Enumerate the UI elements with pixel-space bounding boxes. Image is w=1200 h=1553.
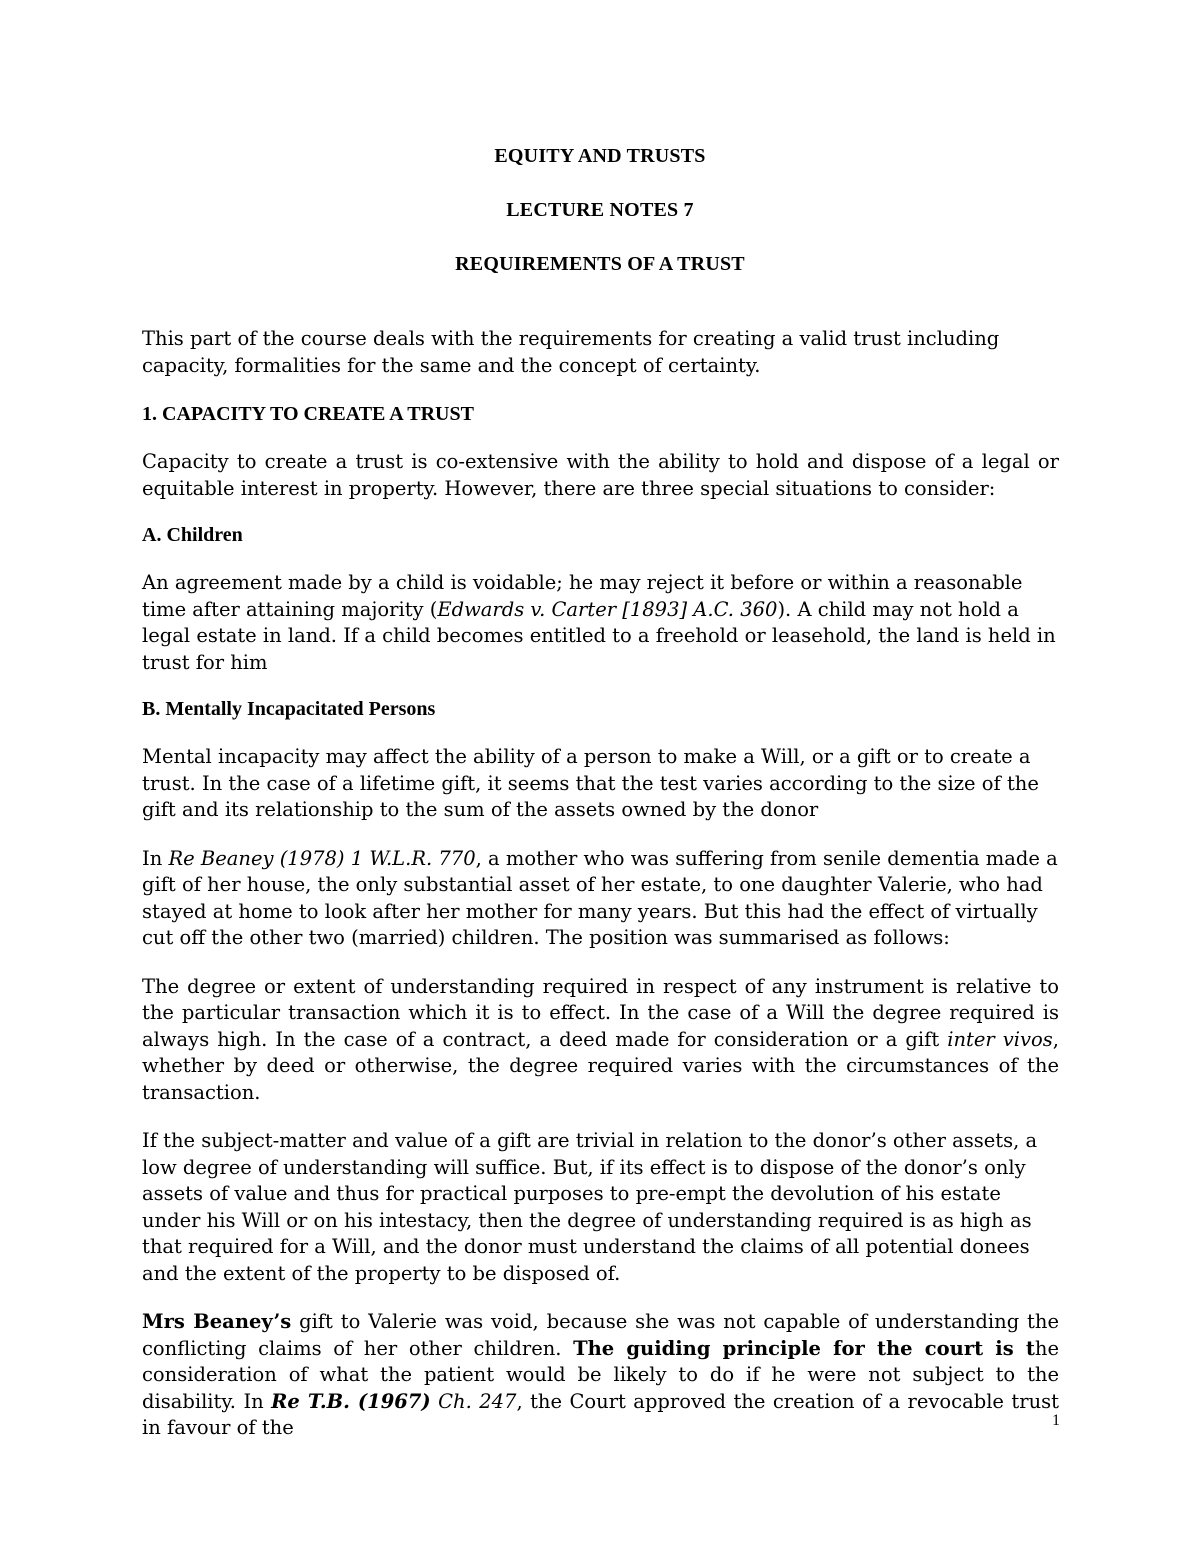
document-body bbox=[142, 326, 1059, 1442]
case-re-tb-name: Re T.B. (1967) bbox=[271, 1389, 431, 1413]
subheading-mentally-incapacitated: B. Mentally Incapacitated Persons bbox=[142, 698, 436, 720]
guiding-principle-phrase: The guiding principle for the court is t bbox=[573, 1336, 1035, 1360]
children-paragraph bbox=[142, 570, 1059, 676]
page-number: 1 bbox=[1052, 1412, 1060, 1429]
mental-incapacity-paragraph: Mental incapacity may affect the ability of a person to make a Will, or a gift or to create a trust. In the case of a lifetime gift, it seems that the test varies according to the size of the gift and its relationship to the sum of the assets owned by the donor bbox=[142, 745, 1039, 821]
children-text-1: An agreement made by a child is voidable; he may reject it before or within a reasonable time after attaining majority ( bbox=[142, 571, 1023, 621]
document-topic: REQUIREMENTS OF A TRUST bbox=[455, 253, 745, 275]
mrs-beaney-name: Mrs Beaney’s bbox=[142, 1310, 292, 1333]
subheading-children: A. Children bbox=[142, 524, 243, 546]
case-edwards-v-carter: Edwards v. Carter [1893] A.C. 360 bbox=[437, 597, 778, 621]
re-beaney-paragraph bbox=[142, 846, 1059, 952]
inter-vivos-term: inter vivos bbox=[947, 1027, 1053, 1051]
degree-of-understanding-paragraph bbox=[142, 974, 1059, 1107]
degree-text-post: , whether by deed or otherwise, the degree required varies with the circumstances of the transaction. bbox=[142, 1027, 1059, 1104]
re-beaney-text-pre: In bbox=[142, 846, 169, 870]
degree-text-pre: The degree or extent of understanding required in respect of any instrument is relative to the particular transaction which it is to effect. In the case of a Will the degree required is always high. In the case of a contract, a deed made for consideration or a gift bbox=[142, 974, 1059, 1051]
children-text-2: ). A child may not hold a legal estate in land. If a child becomes entitled to a freehold or leasehold, the land is held in trust for him bbox=[142, 597, 1056, 674]
case-re-tb-citation: Ch. 247 bbox=[430, 1389, 517, 1413]
document-subtitle: LECTURE NOTES 7 bbox=[506, 199, 694, 221]
subject-matter-paragraph: If the subject-matter and value of a gift are trivial in relation to the donor’s other assets, a low degree of understanding will suffice. But, if its effect is to dispose of the donor’s only assets of value and thus for practical purposes to pre-empt the devolution of his estate under his Will or on his intestacy, then the degree of understanding required is as high as that required for a Will, and the donor must understand the claims of all potential donees and the extent of the property to be disposed of. bbox=[142, 1129, 1038, 1285]
mrs-beaney-paragraph bbox=[142, 1309, 1059, 1442]
case-re-tb bbox=[271, 1390, 430, 1413]
re-beaney-text-post: , a mother who was suffering from senile dementia made a gift of her house, the only substantial asset of her estate, to one daughter Valerie, who had stayed at home to look after her mother for many years. But this had the effect of virtually cut off the other two (married) children. The position was summarised as follows: bbox=[142, 846, 1058, 949]
mrs-beaney-text-3: , the Court approved the creation of a revocable trust in favour of the bbox=[142, 1389, 1059, 1439]
section-heading-capacity: 1. CAPACITY TO CREATE A TRUST bbox=[142, 403, 474, 425]
document-title: EQUITY AND TRUSTS bbox=[494, 145, 706, 167]
mrs-beaney-text-2: he consideration of what the patient would be likely to do if he were not subject to the disability. In bbox=[142, 1336, 1060, 1413]
capacity-paragraph: Capacity to create a trust is co-extensive with the ability to hold and dispose of a legal or equitable interest in property. However, there are three special situations to consider: bbox=[142, 450, 1059, 500]
case-re-beaney: Re Beaney (1978) 1 W.L.R. 770 bbox=[168, 846, 476, 870]
intro-paragraph: This part of the course deals with the requirements for creating a valid trust including capacity, formalities for the same and the concept of certainty. bbox=[142, 327, 1000, 377]
mrs-beaney-text-1: gift to Valerie was void, because she was not capable of understanding the conflicting claims of her other children. bbox=[142, 1310, 1059, 1360]
